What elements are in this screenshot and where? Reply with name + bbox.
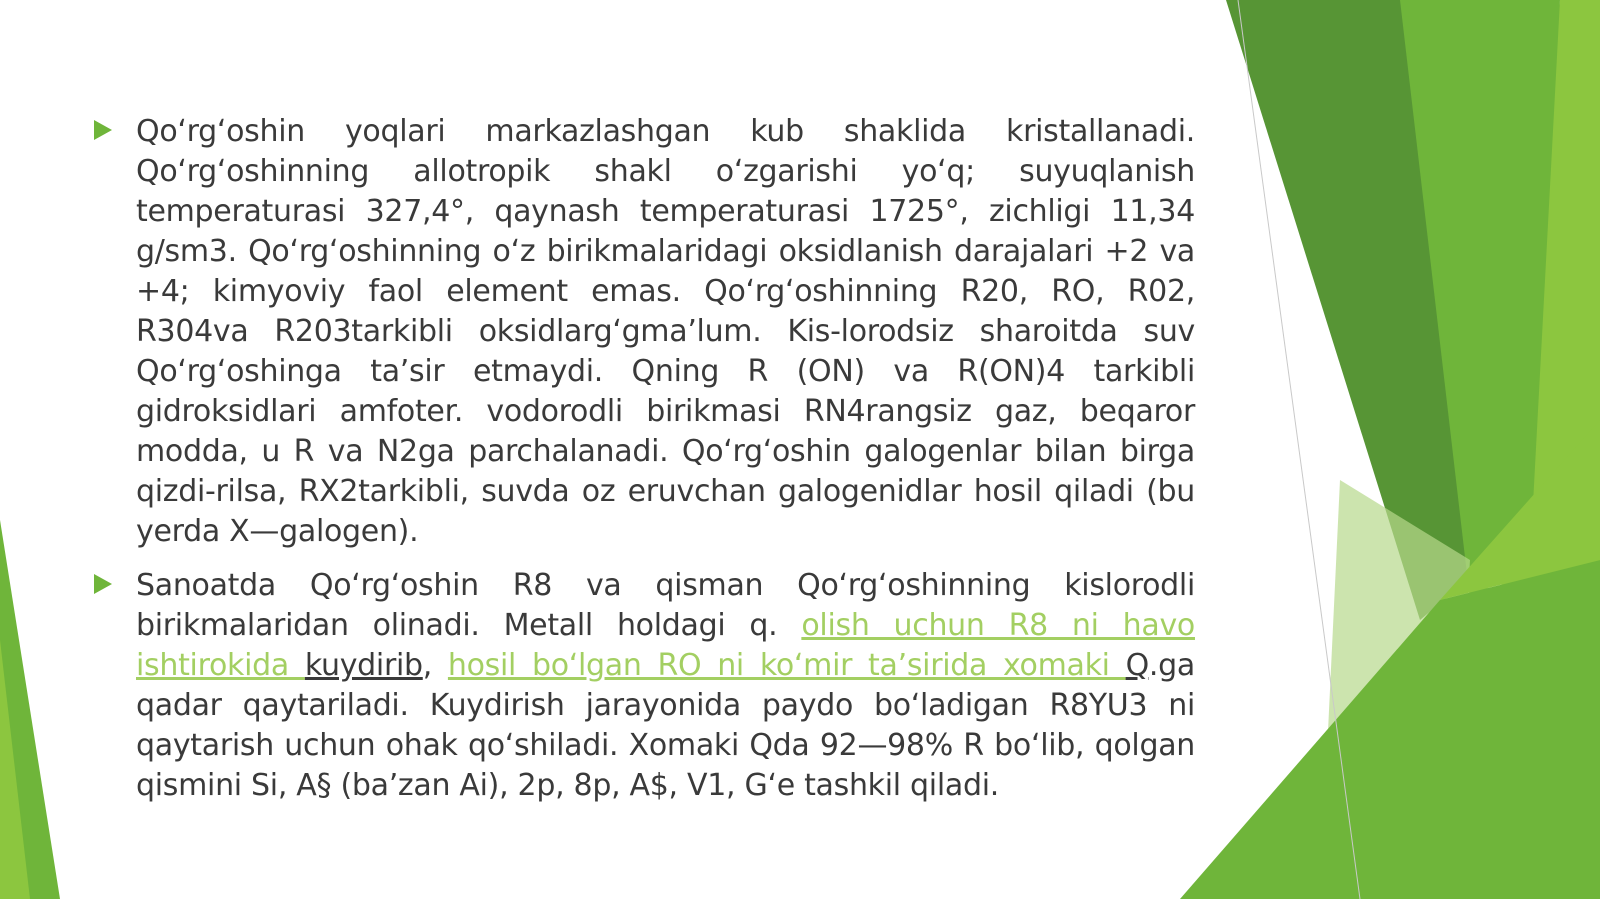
underlined-word-2: Q bbox=[1125, 648, 1149, 683]
paragraph-2-part3: .ga qadar qaytariladi. Kuydirish jarayonida paydo bo‘ladigan R8YU3 ni qaytarish uchun ohak qo‘shiladi. Xomaki Qda 92—98% R bo‘lib, qolgan qismini Si, A§ (ba’zan Ai), 2p, 8p, A$, V1, G‘e tashkil qiladi. bbox=[136, 648, 1195, 803]
hyperlink-2[interactable]: hosil bo‘lgan RO ni ko‘mir ta’sirida xomaki bbox=[447, 648, 1126, 683]
paragraph-2-part1: Sanoatda Qo‘rg‘oshin R8 va qisman Qo‘rg‘oshinning kislorodli birikmalaridan olinadi. Metall holdagi q. bbox=[136, 568, 1195, 643]
paragraph-1 bbox=[90, 112, 1195, 552]
hyperlink-1[interactable]: olish uchun R8 ni havo ishtirokida bbox=[136, 608, 1195, 683]
paragraph-2 bbox=[90, 566, 1195, 806]
bullet-arrow-icon bbox=[94, 574, 112, 594]
paragraph-1-text: Qo‘rg‘oshin yoqlari markazlashgan kub shaklida kristallanadi. Qo‘rg‘oshinning allotropik shakl o‘zgarishi yo‘q; suyuqlanish temperaturasi 327,4°, qaynash temperaturasi 1725°, zichligi 11,34 g/sm3. Qo‘rg‘oshinning o‘z birikmalaridagi oksidlanish darajalari +2 va +4; kimyoviy faol element emas. Qo‘rg‘oshinning R20, RO, R02, R304va R203tarkibli oksidlarg‘gma’lum. Kis-lorodsiz sharoitda suv Qo‘rg‘oshinga ta’sir etmaydi. Qning R (ON) va R(ON)4 tarkibli gidroksidlari amfoter. vodorodli birikmasi RN4rangsiz gaz, beqaror modda, u R va N2ga parchalanadi. Qo‘rg‘oshin galogenlar bilan birga qizdi-rilsa, RX2tarkibli, suvda oz eruvchan galogenidlar hosil qiladi (bu yerda X—galogen). bbox=[136, 114, 1195, 549]
paragraph-2-text bbox=[136, 566, 1195, 806]
slide-content bbox=[90, 112, 1195, 820]
bullet-arrow-icon bbox=[94, 120, 112, 140]
underlined-word-1: kuydirib bbox=[304, 648, 423, 683]
paragraph-2-part2: , bbox=[422, 648, 448, 683]
